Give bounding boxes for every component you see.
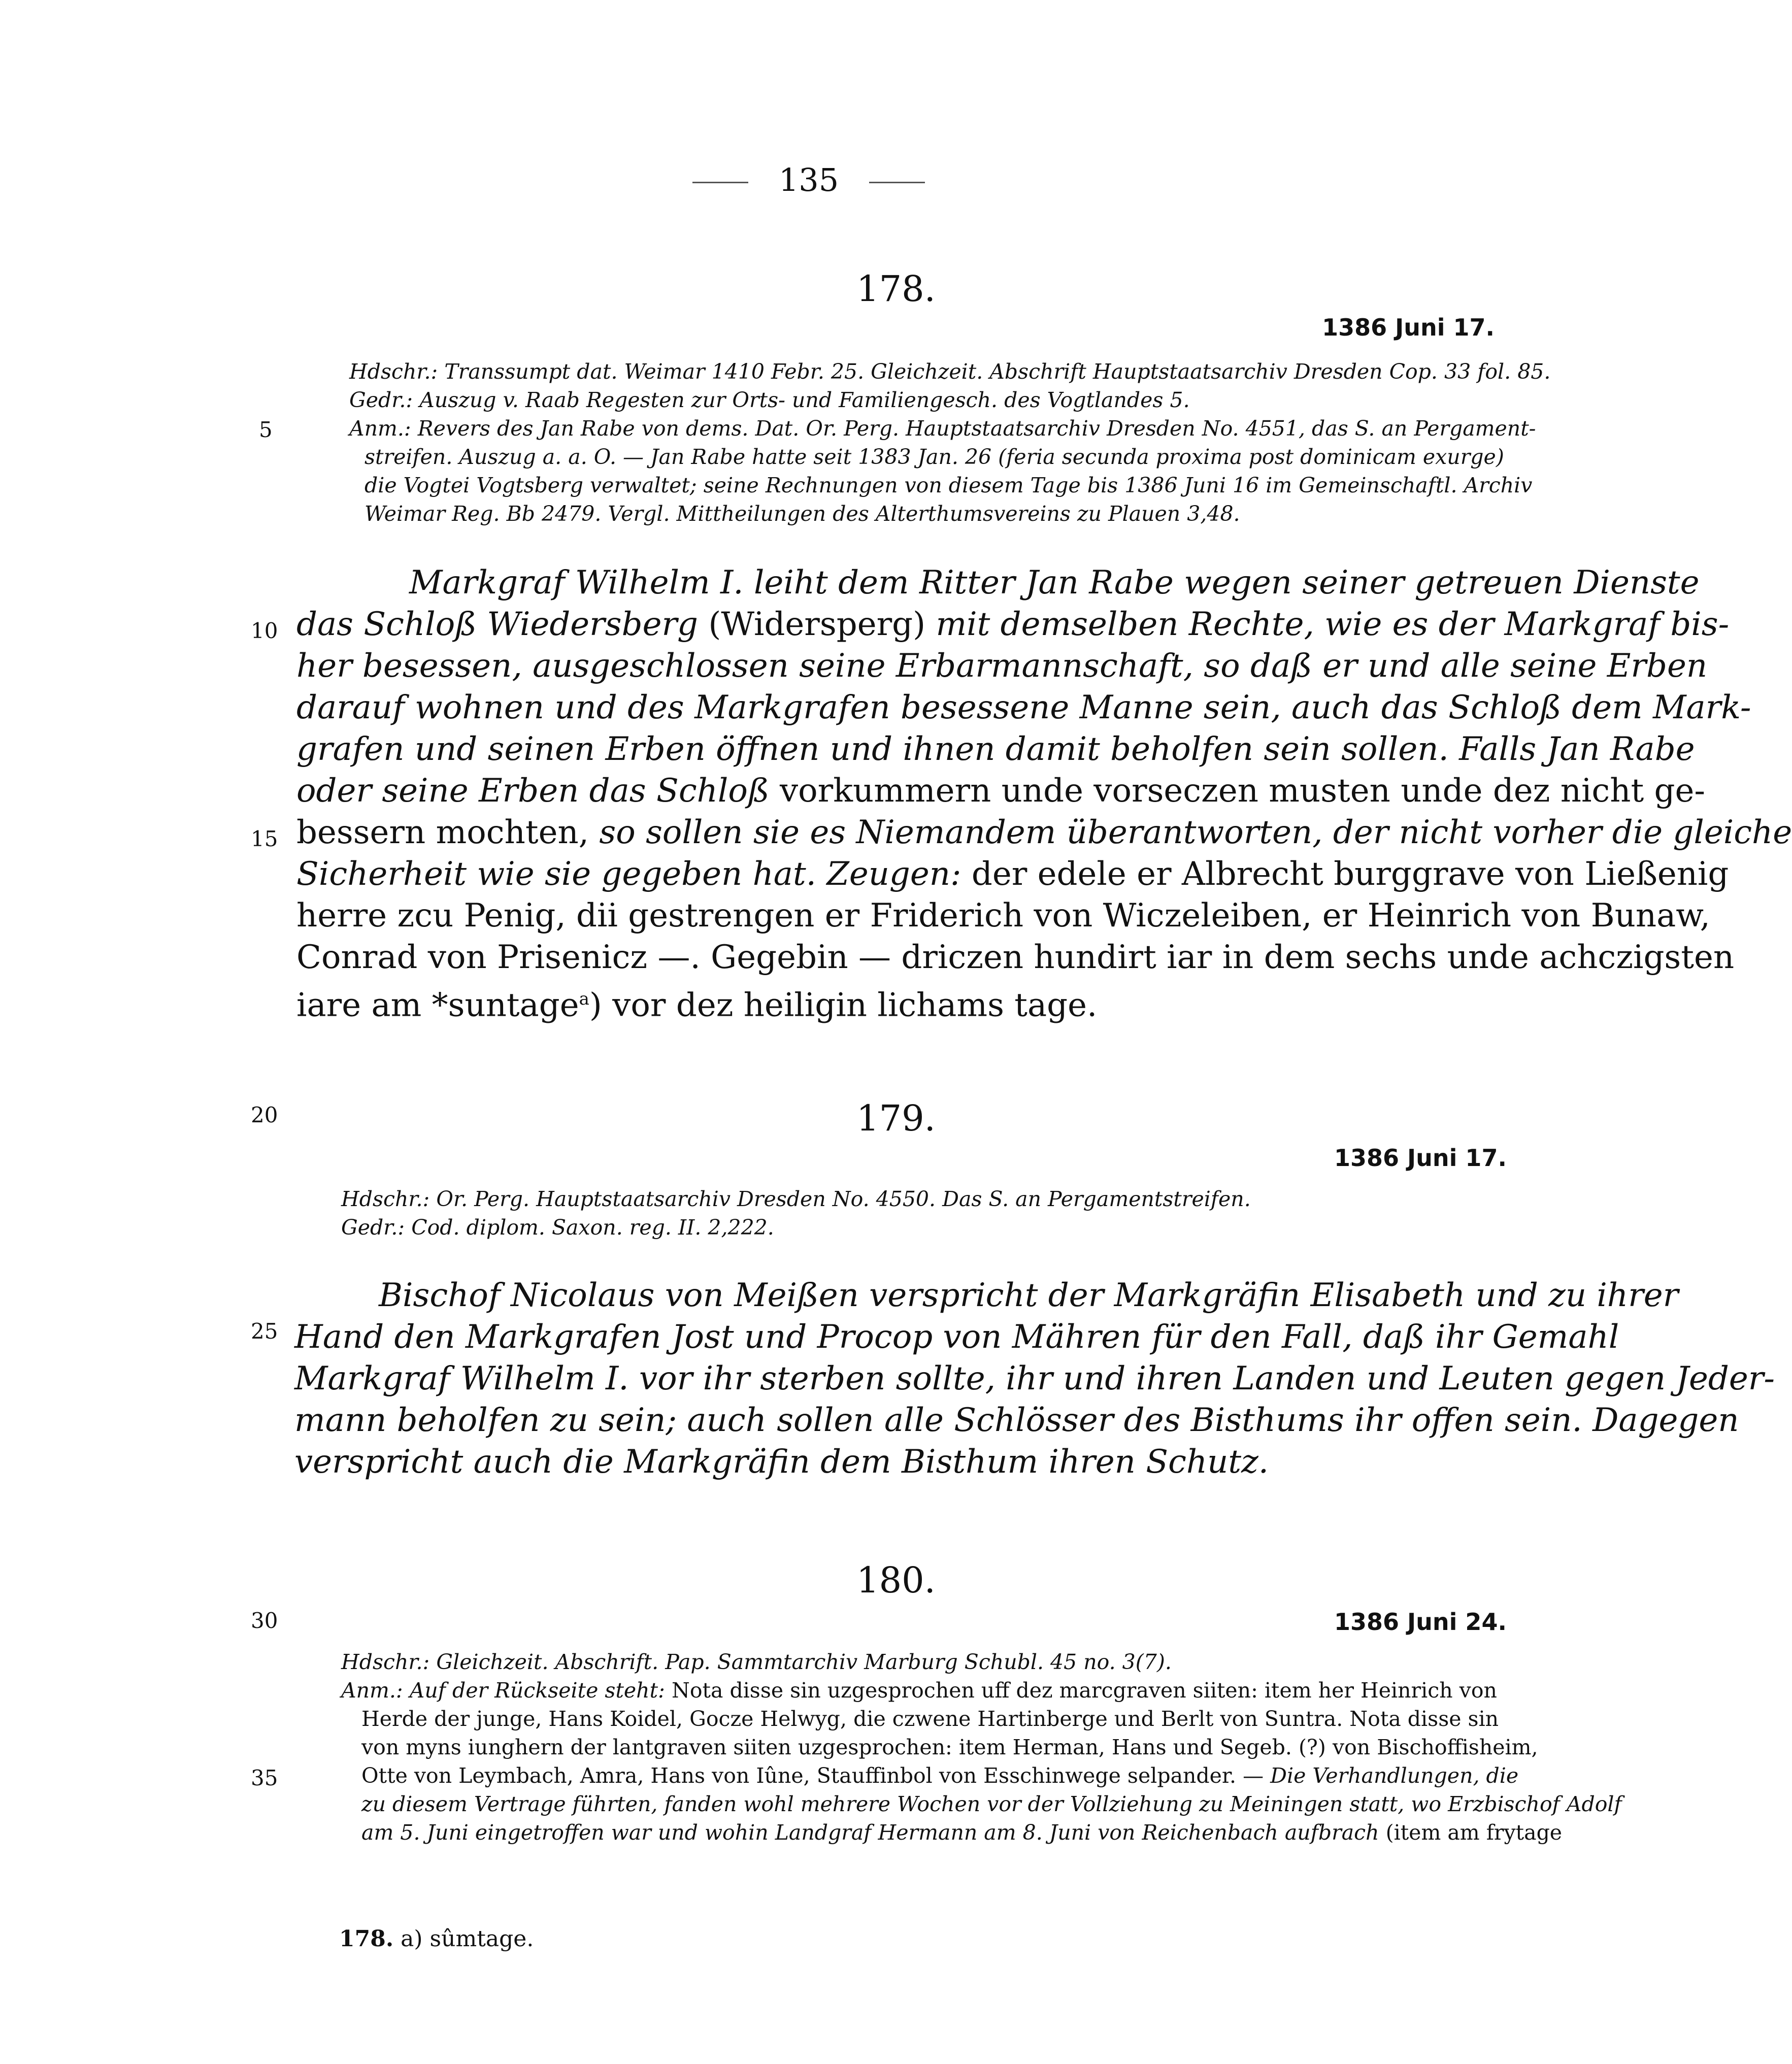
entry-number: 179.: [856, 1097, 936, 1139]
line-number: 10: [251, 618, 278, 643]
regest-line: oder seine Erben das Schloß vorkummern unde vorseczen musten unde dez nicht ge-: [296, 772, 1705, 810]
source-note: Hdschr.: Gleichzeit. Abschrift. Pap. Sammtarchiv Marburg Schubl. 45 no. 3(7).: [341, 1650, 1172, 1674]
entry-number: 178.: [856, 268, 936, 310]
source-note: zu diesem Vertrage führten, fanden wohl mehrere Wochen vor der Vollziehung zu Meiningen statt, wo Erzbischof Adolf: [361, 1792, 1622, 1816]
regest-line: herre zcu Penig, dii gestrengen er Friderich von Wiczeleiben, er Heinrich von Bunaw,: [296, 897, 1710, 935]
regest-line: Markgraf Wilhelm I. leiht dem Ritter Jan Rabe wegen seiner getreuen Dienste: [409, 564, 1700, 602]
source-note: Herde der junge, Hans Koidel, Gocze Helwyg, die czwene Hartinberge und Berlt von Suntra. Nota disse sin: [361, 1707, 1499, 1731]
page-number: 135: [0, 161, 1617, 198]
right-rule: [869, 182, 925, 183]
regest-line: grafen und seinen Erben öffnen und ihnen damit beholfen sein sollen. Falls Jan Rabe: [296, 730, 1695, 768]
source-note: Weimar Reg. Bb 2479. Vergl. Mittheilungen des Alterthumsvereins zu Plauen 3,48.: [364, 502, 1240, 526]
line-number: 25: [251, 1319, 278, 1344]
regest-line: mann beholfen zu sein; auch sollen alle Schlösser des Bisthums ihr offen sein. Dagegen: [294, 1402, 1739, 1439]
regest-line: her besessen, ausgeschlossen seine Erbarmannschaft, so daß er und alle seine Erben: [296, 647, 1708, 685]
line-number: 15: [251, 826, 278, 851]
footnote-marker: a: [579, 989, 589, 1009]
line-number: 20: [251, 1103, 278, 1127]
source-note: am 5. Juni eingetroffen war und wohin Landgraf Hermann am 8. Juni von Reichenbach aufbrach (item am frytage: [361, 1820, 1563, 1845]
regest-line: Bischof Nicolaus von Meißen verspricht der Markgräfin Elisabeth und zu ihrer: [379, 1277, 1679, 1314]
source-note: Hdschr.: Or. Perg. Hauptstaatsarchiv Dresden No. 4550. Das S. an Pergamentstreifen.: [341, 1187, 1251, 1211]
source-note: Anm.: Auf der Rückseite steht: Nota disse sin uzgesprochen uff dez marcgraven siiten: item her Heinrich von: [341, 1678, 1497, 1703]
regest-line: Conrad von Prisenicz —. Gegebin — driczen hundirt iar in dem sechs unde achczigsten: [296, 939, 1735, 976]
line-number: 5: [259, 417, 273, 442]
left-rule: [692, 182, 748, 183]
regest-line: iare am *suntage$^a$) vor dez heiligin lichams tage.: [296, 986, 1098, 1024]
line-number: 30: [251, 1608, 278, 1633]
footnote: 178. a) sûmtage.: [339, 1926, 534, 1952]
entry-number: 180.: [856, 1559, 936, 1601]
source-note: Gedr.: Auszug v. Raab Regesten zur Orts- und Familiengesch. des Vogtlandes 5.: [349, 388, 1190, 412]
regest-line: verspricht auch die Markgräfin dem Bisthum ihren Schutz.: [294, 1443, 1269, 1481]
source-note: streifen. Auszug a. a. O. — Jan Rabe hatte seit 1383 Jan. 26 (feria secunda proxima post dominicam exurge): [364, 445, 1504, 469]
regest-line: Hand den Markgrafen Jost und Procop von Mähren für den Fall, daß ihr Gemahl: [294, 1318, 1619, 1356]
entry-date: 1386 Juni 24.: [1334, 1608, 1507, 1636]
regest-line: Sicherheit wie sie gegeben hat. Zeugen: der edele er Albrecht burggrave von Ließenig: [296, 855, 1729, 893]
source-note: Anm.: Revers des Jan Rabe von dems. Dat. Or. Perg. Hauptstaatsarchiv Dresden No. 4551, das S. an Pergament-: [349, 416, 1536, 441]
entry-date: 1386 Juni 17.: [1322, 314, 1495, 341]
regest-line: darauf wohnen und des Markgrafen besessene Manne sein, auch das Schloß dem Mark-: [296, 689, 1751, 726]
source-note: Gedr.: Cod. diplom. Saxon. reg. II. 2,222.: [341, 1215, 774, 1240]
line-number: 35: [251, 1766, 278, 1790]
source-note: Otte von Leymbach, Amra, Hans von Iûne, Stauffinbol von Esschinwege selpander. — Die Verhandlungen, die: [361, 1763, 1519, 1788]
regest-line: das Schloß Wiedersberg (Widersperg) mit demselben Rechte, wie es der Markgraf bis-: [296, 606, 1730, 643]
source-note: von myns iunghern der lantgraven siiten uzgesprochen: item Herman, Hans und Segeb. (?) von Bischoffisheim,: [361, 1735, 1538, 1759]
source-note: Hdschr.: Transsumpt dat. Weimar 1410 Febr. 25. Gleichzeit. Abschrift Hauptstaatsarchiv Dresden Cop. 33 fol. 85.: [349, 359, 1551, 384]
regest-line: bessern mochten, so sollen sie es Niemandem überantworten, der nicht vorher die gleiche: [296, 814, 1792, 851]
regest-line: Markgraf Wilhelm I. vor ihr sterben sollte, ihr und ihren Landen und Leuten gegen Jeder-: [294, 1360, 1775, 1397]
source-note: die Vogtei Vogtsberg verwaltet; seine Rechnungen von diesem Tage bis 1386 Juni 16 im Gemeinschaftl. Archiv: [364, 473, 1533, 497]
entry-date: 1386 Juni 17.: [1334, 1144, 1507, 1172]
